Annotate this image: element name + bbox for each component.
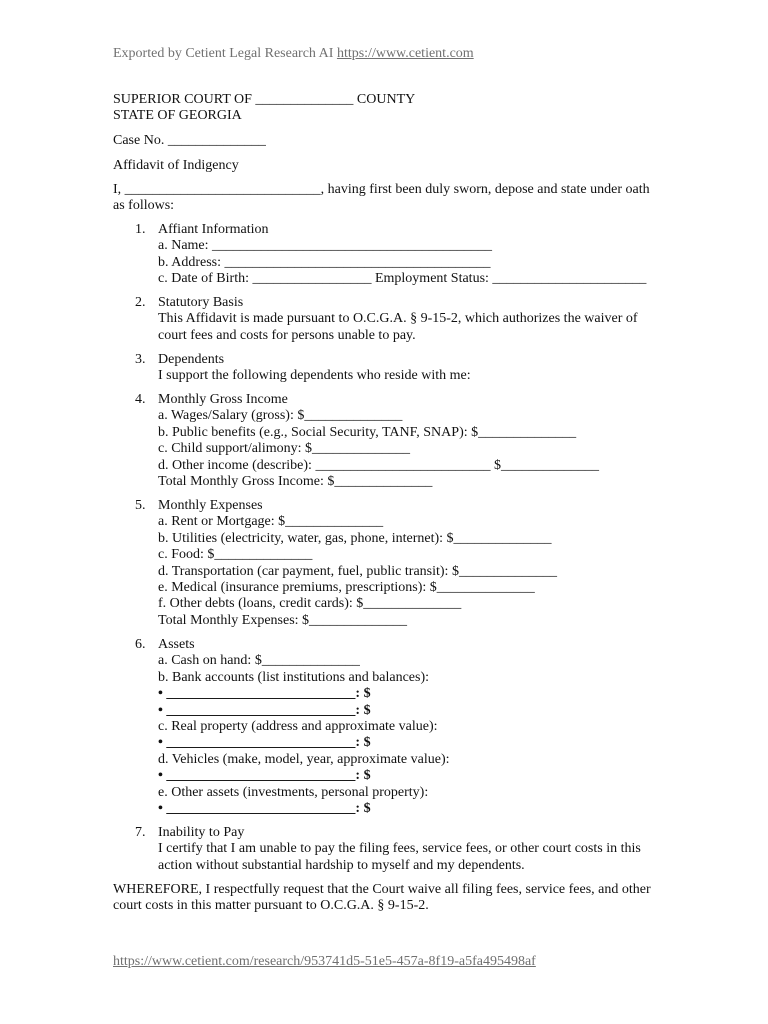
section-monthly-gross-income bbox=[113, 392, 658, 490]
name-field-line: a. Name: ________________________________________ bbox=[158, 238, 493, 254]
bank-entry-line: • ___________________________: $ bbox=[158, 686, 371, 702]
court-state: STATE OF GEORGIA bbox=[113, 108, 242, 124]
section-title: Dependents bbox=[158, 352, 225, 367]
research-link[interactable]: https://www.cetient.com/research/953741d5-51e5-457a-8f19-a5fa495498af bbox=[113, 954, 536, 969]
food-line: c. Food: $______________ bbox=[158, 547, 313, 563]
section-dependents bbox=[113, 352, 658, 385]
dependents-text: I support the following dependents who reside with me: bbox=[158, 368, 471, 384]
section-title: Inability to Pay bbox=[158, 825, 245, 840]
section-title: Statutory Basis bbox=[158, 295, 244, 310]
vehicle-entry-line: • ___________________________: $ bbox=[158, 768, 371, 784]
section-assets bbox=[113, 637, 658, 817]
document-title: Affidavit of Indigency bbox=[113, 158, 239, 173]
medical-line: e. Medical (insurance premiums, prescriptions): $______________ bbox=[158, 580, 535, 596]
section-number: 6. bbox=[135, 637, 146, 652]
public-benefits-line: b. Public benefits (e.g., Social Security, TANF, SNAP): $______________ bbox=[158, 424, 577, 440]
real-property-line: c. Real property (address and approximate value): bbox=[158, 719, 438, 735]
case-number: Case No. ______________ bbox=[113, 133, 266, 148]
section-title: Monthly Gross Income bbox=[158, 392, 288, 407]
court-caption bbox=[113, 92, 415, 125]
section-number: 2. bbox=[135, 295, 146, 310]
other-asset-entry-line: • ___________________________: $ bbox=[158, 801, 371, 817]
section-number: 5. bbox=[135, 498, 146, 513]
section-inability-to-pay bbox=[113, 825, 658, 874]
footer bbox=[113, 954, 536, 970]
child-support-line: c. Child support/alimony: $______________ bbox=[158, 441, 410, 457]
wages-line: a. Wages/Salary (gross): $______________ bbox=[158, 408, 403, 424]
wherefore-paragraph: WHEREFORE, I respectfully request that the Court waive all filing fees, service fees, and other court costs in this matter pursuant to O.C.G.A. § 9-15-2. bbox=[113, 882, 651, 914]
section-number: 1. bbox=[135, 222, 146, 237]
inability-text: I certify that I am unable to pay the filing fees, service fees, or other court costs in this action without substantial hardship to myself and my dependents. bbox=[158, 841, 641, 873]
dob-employment-line: c. Date of Birth: _________________ Employment Status: ______________________ bbox=[158, 271, 647, 287]
other-income-line: d. Other income (describe): _________________________ $______________ bbox=[158, 457, 599, 473]
section-number: 7. bbox=[135, 825, 146, 840]
intro-paragraph: I, ____________________________, having first been duly sworn, depose and state under oath as follows: bbox=[113, 182, 650, 214]
export-header-text: Exported by Cetient Legal Research AI bbox=[113, 46, 337, 61]
section-number: 3. bbox=[135, 352, 146, 367]
bank-entry-line: • ___________________________: $ bbox=[158, 702, 371, 718]
section-title: Assets bbox=[158, 637, 195, 652]
bank-accounts-line: b. Bank accounts (list institutions and balances): bbox=[158, 669, 430, 685]
cetient-home-link[interactable]: https://www.cetient.com bbox=[336, 46, 474, 61]
section-number: 4. bbox=[135, 392, 146, 407]
section-monthly-expenses bbox=[113, 498, 658, 629]
other-debts-line: f. Other debts (loans, credit cards): $______________ bbox=[158, 596, 462, 612]
total-expenses-line: Total Monthly Expenses: $______________ bbox=[158, 612, 408, 628]
export-header bbox=[113, 46, 474, 62]
court-name: SUPERIOR COURT OF ______________ COUNTY bbox=[113, 92, 416, 107]
statutory-basis-text: This Affidavit is made pursuant to O.C.G.A. § 9-15-2, which authorizes the waiver of court fees and costs for persons unable to pay. bbox=[158, 311, 638, 343]
transportation-line: d. Transportation (car payment, fuel, public transit): $______________ bbox=[158, 563, 557, 579]
property-entry-line: • ___________________________: $ bbox=[158, 735, 371, 751]
other-assets-line: e. Other assets (investments, personal property): bbox=[158, 784, 429, 800]
rent-line: a. Rent or Mortgage: $______________ bbox=[158, 514, 384, 530]
section-statutory-basis bbox=[113, 295, 658, 344]
vehicles-line: d. Vehicles (make, model, year, approximate value): bbox=[158, 751, 450, 767]
section-title: Affiant Information bbox=[158, 222, 269, 237]
section-affiant-information bbox=[113, 222, 658, 288]
address-field-line: b. Address: ______________________________________ bbox=[158, 254, 491, 270]
cash-line: a. Cash on hand: $______________ bbox=[158, 653, 360, 669]
total-income-line: Total Monthly Gross Income: $______________ bbox=[158, 474, 433, 490]
utilities-line: b. Utilities (electricity, water, gas, phone, internet): $______________ bbox=[158, 530, 552, 546]
section-title: Monthly Expenses bbox=[158, 498, 263, 513]
